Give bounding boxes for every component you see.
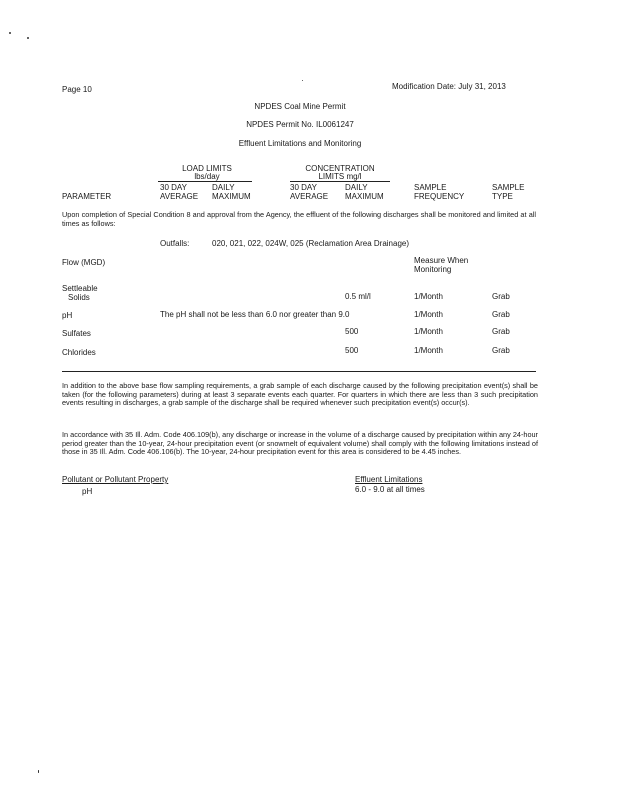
chlorides-parameter: Chlorides	[62, 348, 96, 357]
col-parameter: PARAMETER	[62, 192, 112, 201]
scan-speck	[9, 32, 11, 34]
section-title: Effluent Limitations and Monitoring	[238, 139, 362, 148]
outfalls-label: Outfalls:	[160, 239, 190, 248]
settleable-type: Grab	[492, 292, 510, 301]
sulfates-type: Grab	[492, 327, 510, 336]
chlorides-frequency: 1/Month	[414, 346, 443, 355]
col-load-daily: DAILY	[212, 183, 235, 192]
col-conc-daily: DAILY	[345, 183, 368, 192]
sulfates-frequency: 1/Month	[414, 327, 443, 336]
settleable-parameter-2: Solids	[68, 293, 90, 302]
precipitation-sampling-paragraph: In addition to the above base flow sampling requirements, a grab sample of each discharge caused by the following precipitation event(s) shall be taken (for the following parameters) during at least 3 separate events each quarter. For quarters in which there are less than 3 such precipitation events resulting in discharges, a grab sample of the discharge shall be required whenever such precipitation event(s) occur(s).	[62, 381, 538, 408]
load-limits-rule	[158, 181, 252, 182]
effluent-value: 6.0 - 9.0 at all times	[355, 485, 425, 494]
permit-name-title: NPDES Coal Mine Permit	[254, 102, 346, 111]
section-divider	[62, 371, 536, 372]
scan-speck	[302, 80, 303, 81]
col-sample-frequency-1: SAMPLE	[414, 183, 447, 192]
sulfates-parameter: Sulfates	[62, 329, 91, 338]
pollutant-value: pH	[82, 487, 93, 496]
col-sample-type-2: TYPE	[492, 192, 513, 201]
col-conc-average: AVERAGE	[290, 192, 329, 201]
col-load-30day: 30 DAY	[160, 183, 187, 192]
col-sample-type-1: SAMPLE	[492, 183, 525, 192]
ten-year-event-paragraph: In accordance with 35 Ill. Adm. Code 406.109(b), any discharge or increase in the volume of a discharge caused by precipitation within any 24-hour period greater than the 10-year, 24-hour precipitation event (or snowmelt of equivalent volume) shall comply with the following limitations instead of those in 35 Ill. Adm. Code 406.106(b). The 10-year, 24-hour precipitation event for this area is considered to be 4.45 inches.	[62, 430, 538, 457]
settleable-frequency: 1/Month	[414, 292, 443, 301]
flow-frequency-1: Measure When	[414, 256, 469, 265]
modification-date: Modification Date: July 31, 2013	[392, 82, 506, 91]
col-load-average: AVERAGE	[160, 192, 199, 201]
col-sample-frequency-2: FREQUENCY	[414, 192, 465, 201]
settleable-parameter-1: Settleable	[62, 284, 98, 293]
scan-speck	[27, 37, 29, 39]
outfalls-value: 020, 021, 022, 024W, 025 (Reclamation Area Drainage)	[212, 239, 410, 248]
scan-speck	[38, 770, 39, 773]
settleable-daily-max: 0.5 ml/l	[345, 292, 371, 301]
col-conc-maximum: MAXIMUM	[345, 192, 384, 201]
ph-type: Grab	[492, 310, 510, 319]
chlorides-type: Grab	[492, 346, 510, 355]
permit-number-title: NPDES Permit No. IL0061247	[246, 120, 354, 129]
pollutant-header: Pollutant or Pollutant Property	[62, 475, 169, 484]
effluent-header: Effluent Limitations	[355, 475, 423, 484]
col-load-maximum: MAXIMUM	[212, 192, 251, 201]
flow-parameter: Flow (MGD)	[62, 258, 106, 267]
load-units: lbs/day	[194, 172, 220, 181]
chlorides-daily-max: 500	[345, 346, 359, 355]
load-limits-header: LOAD LIMITS	[182, 164, 232, 173]
sulfates-daily-max: 500	[345, 327, 359, 336]
concentration-units: LIMITS mg/l	[318, 172, 362, 181]
intro-paragraph: Upon completion of Special Condition 8 and approval from the Agency, the effluent of the following discharges shall be monitored and limited at all times as follows:	[62, 210, 536, 228]
flow-frequency-2: Monitoring	[414, 265, 452, 274]
ph-limit: The pH shall not be less than 6.0 nor greater than 9.0	[160, 310, 350, 319]
ph-frequency: 1/Month	[414, 310, 443, 319]
col-conc-30day: 30 DAY	[290, 183, 317, 192]
page-number: Page 10	[62, 85, 92, 94]
concentration-limits-header: CONCENTRATION	[305, 164, 375, 173]
concentration-limits-rule	[290, 181, 390, 182]
ph-parameter: pH	[62, 311, 73, 320]
